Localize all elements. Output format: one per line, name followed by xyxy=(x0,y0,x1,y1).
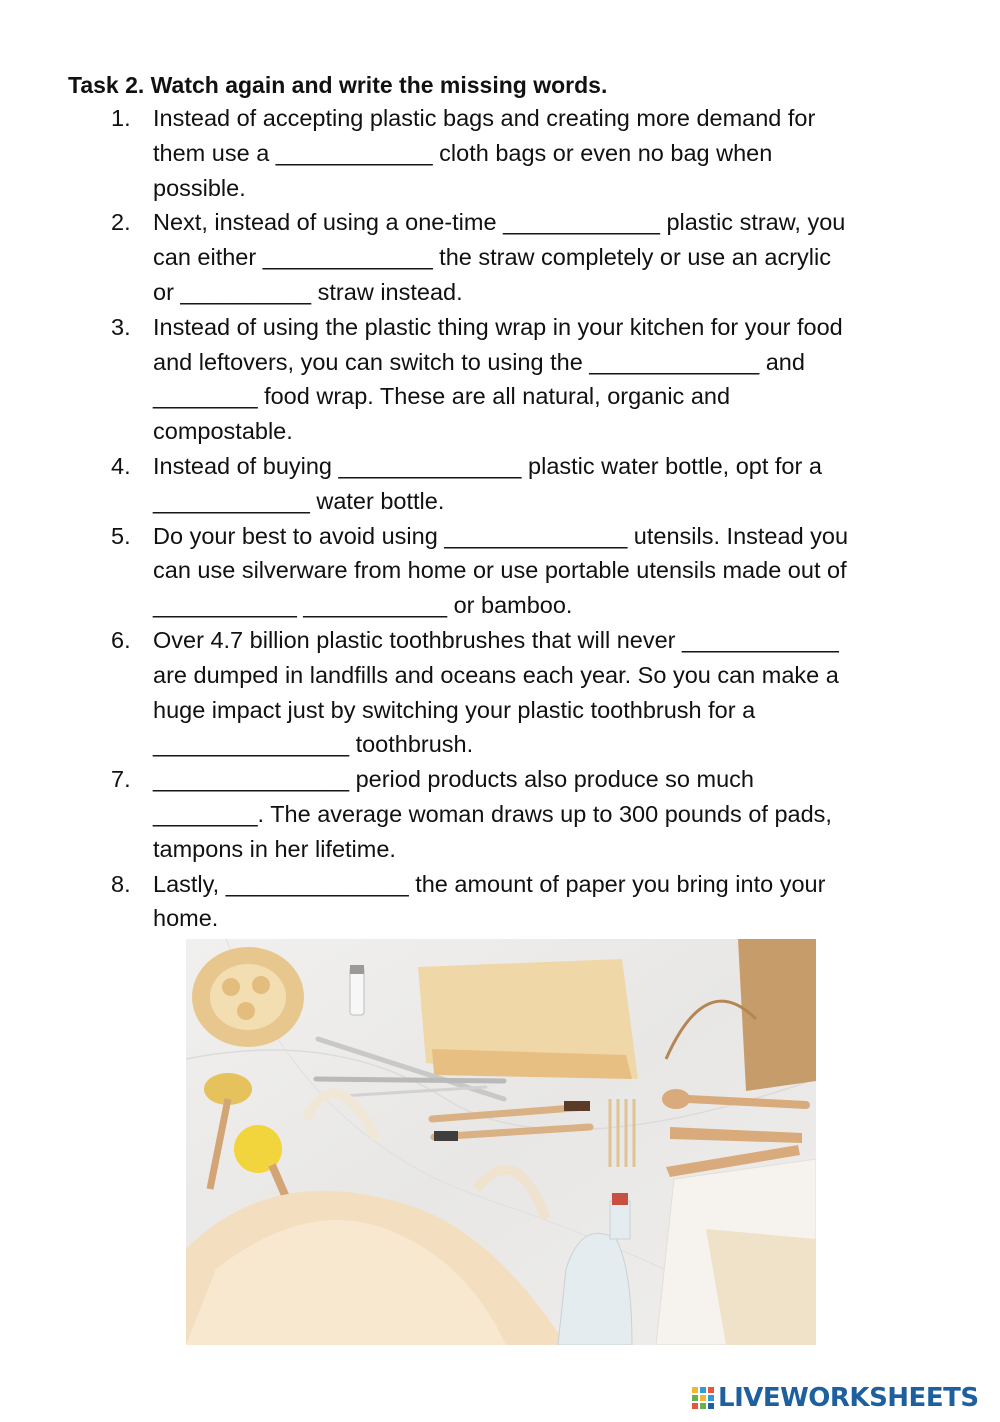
question-line: Lastly, ______________ the amount of paper you bring into your xyxy=(153,870,826,897)
question-line: can either _____________ the straw completely or use an acrylic xyxy=(153,244,831,271)
question-text xyxy=(153,867,943,937)
question-line: are dumped in landfills and oceans each year. So you can make a xyxy=(153,661,839,688)
question-text xyxy=(153,449,943,519)
question-text xyxy=(153,101,943,205)
question-line: Do your best to avoid using ______________ utensils. Instead you xyxy=(153,522,849,549)
question-line: ________ food wrap. These are all natural, organic and xyxy=(153,383,731,410)
question-number: 1. xyxy=(111,105,131,131)
question-number: 7. xyxy=(111,766,131,793)
question-line: them use a ____________ cloth bags or even no bag when xyxy=(153,139,773,166)
task-title: Task 2. Watch again and write the missing words. xyxy=(68,72,608,98)
question-text xyxy=(153,623,943,762)
question-line: possible. xyxy=(153,174,246,201)
question-text xyxy=(153,762,943,866)
question-line: tampons in her lifetime. xyxy=(153,835,396,862)
question-number: 8. xyxy=(111,870,131,897)
question-line: ____________ water bottle. xyxy=(153,487,445,514)
question-text xyxy=(153,519,943,623)
question-line: _______________ toothbrush. xyxy=(153,731,474,758)
question-text xyxy=(153,310,943,449)
question-number: 3. xyxy=(111,313,131,340)
question-item xyxy=(0,762,1000,866)
question-line: or __________ straw instead. xyxy=(153,278,463,305)
liveworksheets-icon xyxy=(692,1387,714,1409)
question-list xyxy=(0,101,1000,936)
question-line: Instead of buying ______________ plastic water bottle, opt for a xyxy=(153,452,822,479)
question-line: ___________ ___________ or bamboo. xyxy=(153,592,573,619)
question-number: 6. xyxy=(111,626,131,653)
question-item xyxy=(0,101,1000,205)
liveworksheets-logo xyxy=(692,1382,979,1414)
question-line: Over 4.7 billion plastic toothbrushes that will never ____________ xyxy=(153,626,839,653)
brand-text: LIVEWORKSHEETS xyxy=(718,1383,979,1413)
question-number: 4. xyxy=(111,452,131,479)
question-item xyxy=(0,519,1000,623)
question-item xyxy=(0,310,1000,449)
question-line: huge impact just by switching your plastic toothbrush for a xyxy=(153,696,756,723)
question-line: can use silverware from home or use portable utensils made out of xyxy=(153,557,847,584)
question-line: and leftovers, you can switch to using the _____________ and xyxy=(153,348,805,375)
question-item xyxy=(0,867,1000,937)
question-item xyxy=(0,205,1000,309)
zero-waste-products-photo xyxy=(186,939,816,1345)
question-item xyxy=(0,623,1000,762)
question-line: compostable. xyxy=(153,418,293,445)
question-item xyxy=(0,449,1000,519)
question-line: _______________ period products also produce so much xyxy=(153,766,754,793)
question-line: Next, instead of using a one-time ____________ plastic straw, you xyxy=(153,209,846,236)
question-line: home. xyxy=(153,905,219,932)
question-line: Instead of accepting plastic bags and creating more demand for xyxy=(153,105,816,131)
question-line: Instead of using the plastic thing wrap in your kitchen for your food xyxy=(153,313,843,340)
question-number: 2. xyxy=(111,209,131,236)
question-number: 5. xyxy=(111,522,131,549)
question-text xyxy=(153,205,943,309)
question-line: ________. The average woman draws up to 300 pounds of pads, xyxy=(153,800,832,827)
